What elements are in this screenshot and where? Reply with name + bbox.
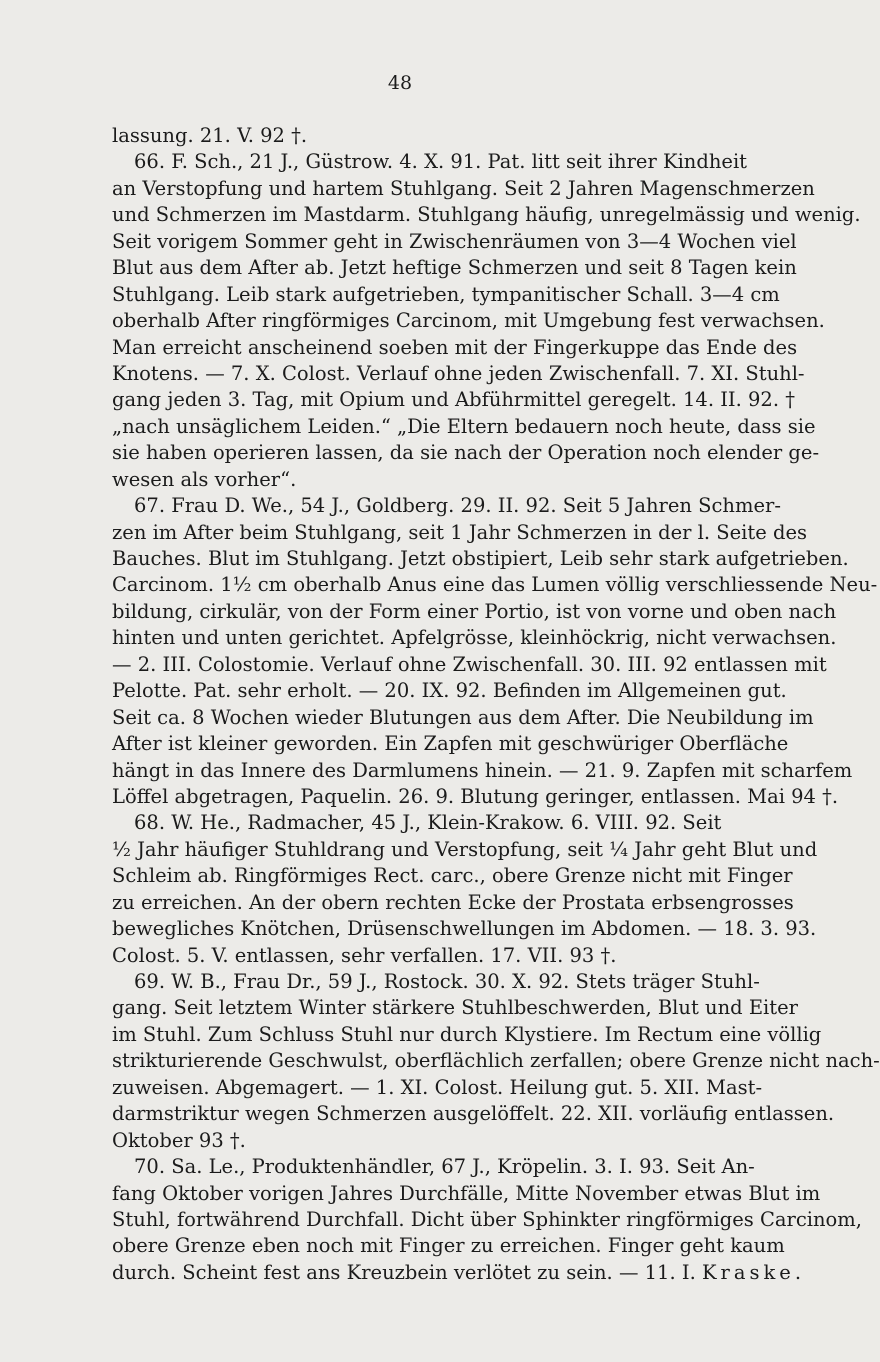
text-line-content: fang Oktober vorigen Jahres Durchfälle, Mitte November etwas Blut im (112, 1181, 821, 1205)
text-line-content: 69. W. B., Frau Dr., 59 J., Rostock. 30. X. 92. Stets träger Stuhl- (134, 970, 760, 993)
text-line (112, 202, 861, 228)
text-line (112, 995, 798, 1021)
text-line (112, 943, 720, 969)
author-name: Kraske. (701, 1260, 806, 1284)
text-line (112, 282, 780, 308)
text-line-content: After ist kleiner geworden. Ein Zapfen mit geschwüriger Oberfläche (112, 732, 789, 756)
text-line (112, 1048, 880, 1074)
text-line-content: Blut aus dem After ab. Jetzt heftige Schmerzen und seit 8 Tagen kein (112, 256, 797, 280)
text-line-content: darmstriktur wegen Schmerzen ausgelöffelt. 22. XII. vorläufig entlassen. (112, 1102, 835, 1126)
text-line-content: strikturierende Geschwulst, oberflächlich zerfallen; obere Grenze nicht nach- (112, 1049, 880, 1073)
text-line-content: zu erreichen. An der obern rechten Ecke der Prostata erbsengrosses (112, 890, 794, 914)
text-line (112, 890, 794, 916)
text-line (112, 308, 825, 334)
text-line (112, 176, 815, 202)
text-line-content: hinten und unten gerichtet. Apfelgrösse, kleinhöckrig, nicht verwachsen. (112, 626, 837, 650)
text-line-content: Man erreicht anscheinend soeben mit der Fingerkuppe das Ende des (112, 335, 798, 359)
text-line (112, 810, 720, 836)
text-line (112, 863, 793, 889)
text-line-content: Stuhl, fortwährend Durchfall. Dicht über Sphinkter ringförmiges Carcinom, (112, 1207, 862, 1231)
text-line (112, 599, 837, 625)
text-line (112, 572, 878, 598)
text-line (112, 1128, 720, 1154)
text-line (112, 837, 818, 863)
text-line-content: Carcinom. 1½ cm oberhalb Anus eine das Lumen völlig verschliessende Neu- (112, 573, 878, 597)
text-line-content: Seit ca. 8 Wochen wieder Blutungen aus dem After. Die Neubildung im (112, 705, 814, 729)
text-line-content: hängt in das Innere des Darmlumens hinein. — 21. 9. Zapfen mit scharfem (112, 758, 853, 782)
text-line (112, 1101, 835, 1127)
text-line (112, 678, 787, 704)
text-line-content: 70. Sa. Le., Produktenhändler, 67 J., Kröpelin. 3. I. 93. Seit An- (134, 1155, 755, 1179)
text-line (112, 414, 816, 440)
text-line-content: Colost. 5. V. entlassen, sehr verfallen. 17. VII. 93 †. (112, 943, 617, 967)
text-line-content: 66. F. Sch., 21 J., Güstrow. 4. X. 91. Pat. litt seit ihrer Kindheit (134, 150, 748, 174)
text-line (112, 335, 798, 361)
text-line-content: Stuhlgang. Leib stark aufgetrieben, tympanitischer Schall. 3—4 cm (112, 282, 780, 306)
text-line (112, 546, 849, 572)
text-line-content: — 2. III. Colostomie. Verlauf ohne Zwischenfall. 30. III. 92 entlassen mit (112, 652, 827, 676)
text-line-content: Knotens. — 7. X. Colost. Verlauf ohne jeden Zwischenfall. 7. XI. Stuhl- (112, 361, 805, 385)
text-line (112, 916, 817, 942)
text-line (112, 731, 789, 757)
text-line (112, 229, 797, 255)
text-line-content: Löffel abgetragen, Paquelin. 26. 9. Blutung geringer, entlassen. Mai 94 †. (112, 784, 839, 808)
text-line (112, 387, 795, 413)
text-line (112, 123, 720, 149)
text-line (112, 625, 837, 651)
text-line-content: zen im After beim Stuhlgang, seit 1 Jahr Schmerzen in der l. Seite des (112, 520, 808, 544)
text-line-content: bildung, cirkulär, von der Form einer Portio, ist von vorne und oben nach (112, 599, 837, 623)
text-line-content: Seit vorigem Sommer geht in Zwischenräumen von 3—4 Wochen viel (112, 229, 797, 253)
text-line-content: gang jeden 3. Tag, mit Opium und Abführmittel geregelt. 14. II. 92. † (112, 388, 795, 412)
text-line (112, 1022, 822, 1048)
text-line (112, 652, 827, 678)
text-line-content: 68. W. He., Radmacher, 45 J., Klein-Krakow. 6. VIII. 92. Seit (134, 811, 722, 835)
text-line-content: obere Grenze eben noch mit Finger zu erreichen. Finger geht kaum (112, 1234, 785, 1258)
text-line-content: gang. Seit letztem Winter stärkere Stuhlbeschwerden, Blut und Eiter (112, 996, 798, 1020)
text-line-content: wesen als vorher“. (112, 467, 297, 491)
text-line-content: Bauches. Blut im Stuhlgang. Jetzt obstipiert, Leib sehr stark aufgetrieben. (112, 547, 849, 570)
text-line (112, 1075, 763, 1101)
text-line-content: im Stuhl. Zum Schluss Stuhl nur durch Klystiere. Im Rectum eine völlig (112, 1022, 822, 1046)
text-line (112, 493, 781, 519)
text-line (112, 1154, 755, 1180)
text-line (112, 1181, 821, 1207)
text-line (112, 361, 805, 387)
text-line-content: zuweisen. Abgemagert. — 1. XI. Colost. Heilung gut. 5. XII. Mast- (112, 1075, 763, 1099)
text-line (112, 758, 853, 784)
text-line (112, 969, 760, 995)
text-line (112, 467, 720, 493)
text-line-content: durch. Scheint fest ans Kreuzbein verlötet zu sein. — 11. I. (112, 1260, 696, 1284)
text-line (112, 255, 797, 281)
text-line (112, 1233, 785, 1259)
text-line-content: 67. Frau D. We., 54 J., Goldberg. 29. II. 92. Seit 5 Jahren Schmer- (134, 494, 781, 518)
text-line (112, 149, 748, 175)
body-text (112, 123, 880, 1286)
text-line-content: Oktober 93 †. (112, 1128, 246, 1152)
page-number: 48 (387, 72, 413, 94)
text-line-content: an Verstopfung und hartem Stuhlgang. Seit 2 Jahren Magenschmerzen (112, 176, 815, 200)
text-line-content: „nach unsäglichem Leiden.“ „Die Eltern bedauern noch heute, dass sie (112, 414, 816, 438)
text-line-content: lassung. 21. V. 92 †. (112, 124, 308, 147)
text-line-content: Schleim ab. Ringförmiges Rect. carc., obere Grenze nicht mit Finger (112, 864, 793, 888)
text-line-content: ½ Jahr häufiger Stuhldrang und Verstopfung, seit ¼ Jahr geht Blut und (112, 837, 818, 861)
text-line-content: und Schmerzen im Mastdarm. Stuhlgang häufig, unregelmässig und wenig. (112, 203, 861, 227)
text-line (112, 784, 839, 810)
text-line-content: Pelotte. Pat. sehr erholt. — 20. IX. 92. Befinden im Allgemeinen gut. (112, 679, 787, 703)
text-line (112, 440, 820, 466)
text-line-content: oberhalb After ringförmiges Carcinom, mit Umgebung fest verwachsen. (112, 309, 825, 333)
text-line-content: sie haben operieren lassen, da sie nach der Operation noch elender ge- (112, 441, 820, 465)
text-line (112, 520, 808, 546)
text-line (112, 1207, 862, 1233)
text-line (112, 705, 814, 731)
text-line (112, 1260, 806, 1286)
text-line-content: bewegliches Knötchen, Drüsenschwellungen im Abdomen. — 18. 3. 93. (112, 917, 817, 941)
